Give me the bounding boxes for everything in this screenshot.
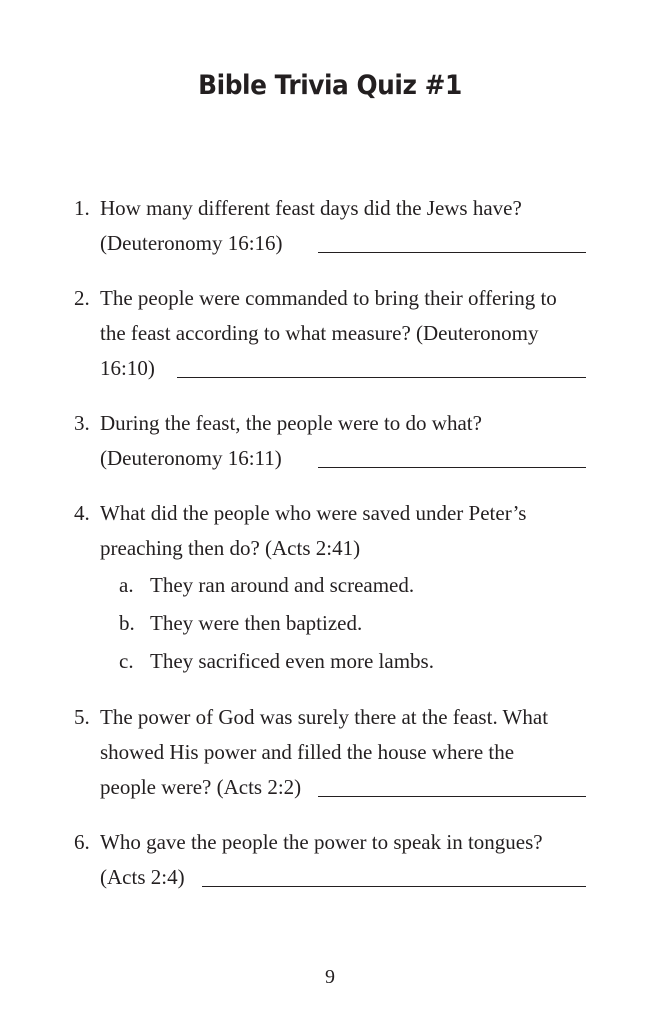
option-text[interactable]: They were then baptized. (150, 611, 363, 635)
page-number: 9 (325, 966, 335, 988)
question-text-line: (Deuteronomy 16:11) (100, 446, 282, 470)
question-number: 5. (74, 705, 90, 729)
option-letter: c. (119, 649, 134, 673)
answer-blank[interactable] (318, 467, 586, 468)
option-letter: b. (119, 611, 135, 635)
answer-blank[interactable] (318, 252, 586, 253)
question-text-line: Who gave the people the power to speak in tongues? (100, 830, 543, 854)
option-letter: a. (119, 573, 134, 597)
question-text-line: What did the people who were saved under Peter’s (100, 501, 527, 525)
question-text-line: (Deuteronomy 16:16) (100, 231, 283, 255)
question-number: 1. (74, 196, 90, 220)
question-text-line: The people were commanded to bring their offering to (100, 286, 557, 310)
question-text-line: The power of God was surely there at the feast. What (100, 705, 549, 729)
answer-blank[interactable] (318, 796, 586, 797)
question-number: 6. (74, 830, 90, 854)
question-text-line: (Acts 2:4) (100, 865, 185, 889)
question-text-line: preaching then do? (Acts 2:41) (100, 536, 361, 560)
question-text-line: showed His power and filled the house where the (100, 740, 515, 764)
question-number: 2. (74, 286, 90, 310)
option-text[interactable]: They ran around and screamed. (150, 573, 415, 597)
question-text-line: During the feast, the people were to do what? (100, 411, 482, 435)
answer-blank[interactable] (202, 886, 586, 887)
question-number: 3. (74, 411, 90, 435)
question-text-line: 16:10) (100, 356, 155, 380)
question-text-line: How many different feast days did the Jews have? (100, 196, 522, 220)
question-number: 4. (74, 501, 90, 525)
answer-blank[interactable] (177, 377, 586, 378)
option-text[interactable]: They sacrificed even more lambs. (150, 649, 434, 673)
page-title: Bible Trivia Quiz #1 (198, 70, 462, 101)
question-text-line: the feast according to what measure? (Deuteronomy (100, 321, 539, 345)
question-text-line: people were? (Acts 2:2) (100, 775, 302, 799)
